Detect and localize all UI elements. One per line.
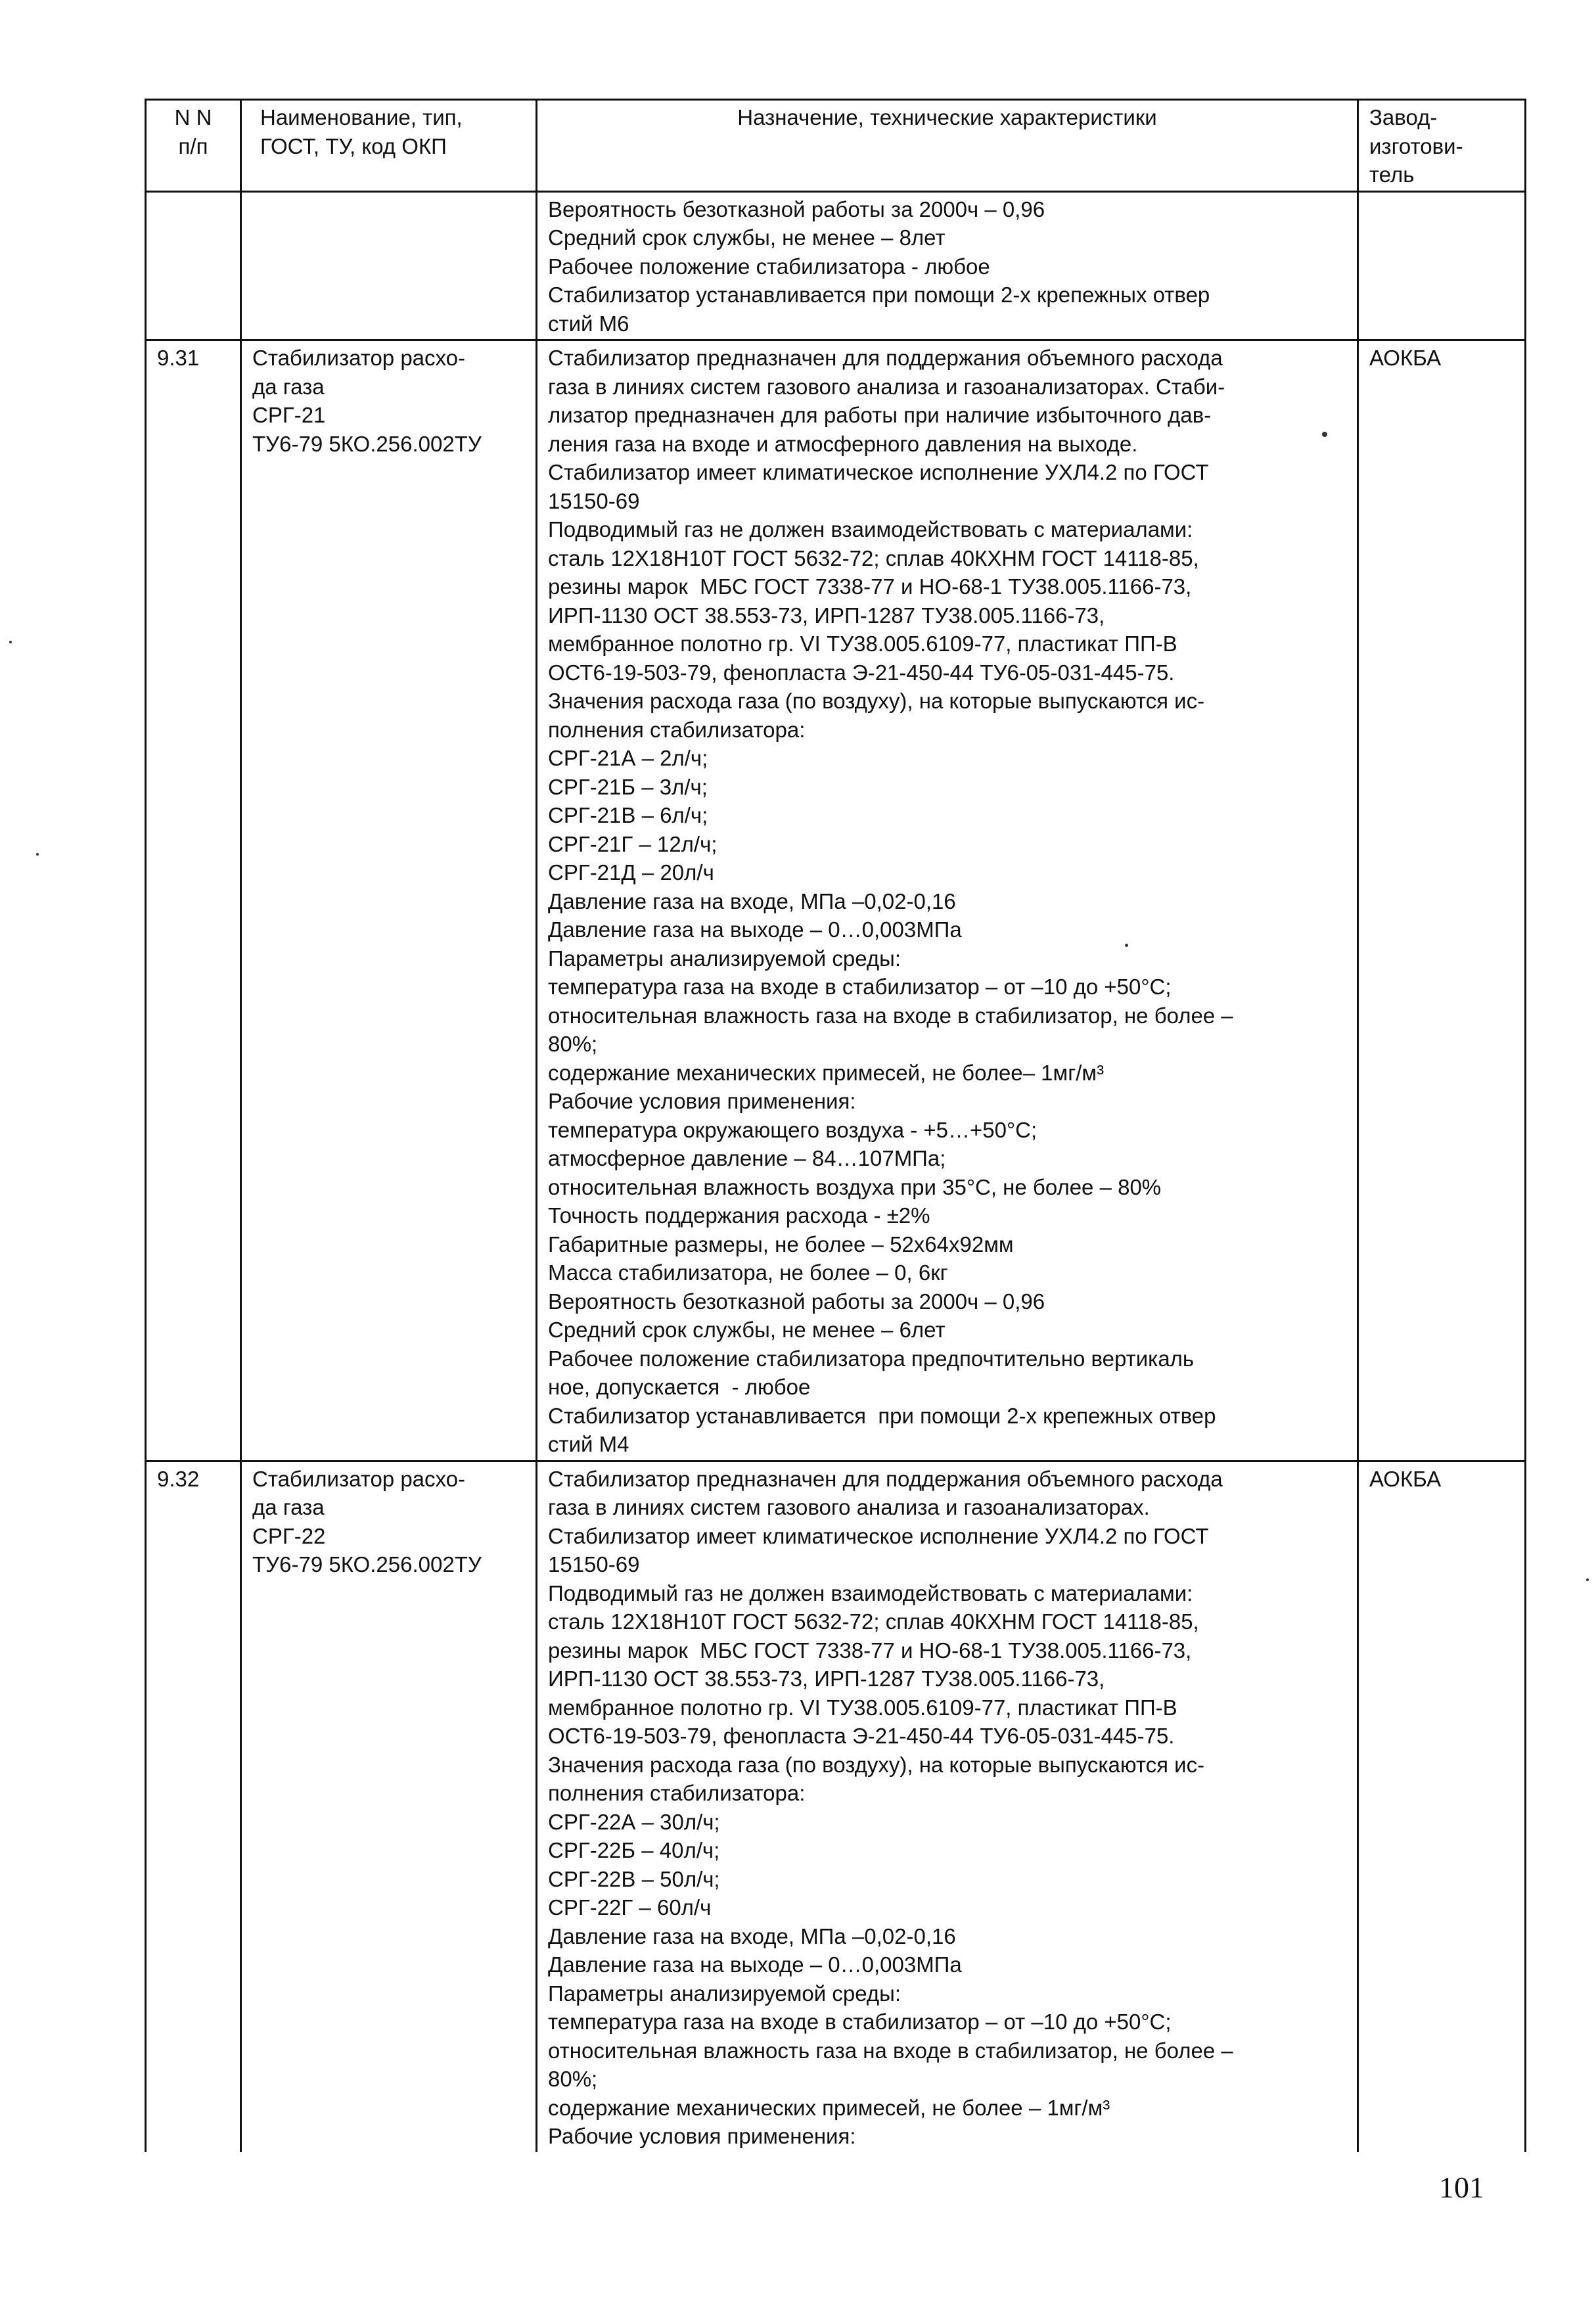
text-line: атмосферное давление – 84…107МПа; — [548, 1146, 946, 1170]
header-name-line: Наименование, тип, — [260, 105, 463, 129]
text-line: СРГ-22 — [252, 1523, 326, 1548]
cell-name — [241, 191, 537, 340]
header-name-line: ГОСТ, ТУ, код ОКП — [260, 133, 447, 158]
text-line: Стабилизатор предназначен для поддержания объемного расхода — [548, 1466, 1223, 1491]
text-line: мембранное полотно гр. VI ТУ38.005.6109-77, пластикат ПП-В — [548, 1695, 1177, 1720]
text-line: Средний срок службы, не менее – 6лет — [548, 1318, 946, 1342]
text-line: СРГ-21В – 6л/ч; — [548, 803, 708, 827]
header-description — [537, 100, 1358, 192]
text-line: Параметры анализируемой среды: — [548, 1981, 901, 2006]
cell-number — [146, 191, 241, 340]
cell-description — [537, 340, 1358, 1461]
scan-speck — [1125, 944, 1128, 947]
equipment-table — [145, 99, 1526, 2152]
text-line: СРГ-21А – 2л/ч; — [548, 746, 708, 770]
header-manufacturer — [1358, 100, 1526, 192]
text-line: Давление газа на входе, МПа –0,02-0,16 — [548, 1923, 956, 1948]
scan-speck — [1322, 432, 1327, 437]
scan-speck — [36, 853, 39, 856]
text-line: сталь 12Х18Н10Т ГОСТ 5632-72; сплав 40КХНМ ГОСТ 14118-85, — [548, 545, 1199, 570]
text-line: Стабилизатор имеет климатическое исполнение УХЛ4.2 по ГОСТ — [548, 1523, 1209, 1548]
text-line: ИРП-1130 ОСТ 38.553-73, ИРП-1287 ТУ38.005.1166-73, — [548, 603, 1105, 628]
cell-name — [241, 1461, 537, 2152]
header-number-line: п/п — [178, 133, 208, 158]
text-line: резины марок МБС ГОСТ 7338-77 и НО-68-1 ТУ38.005.1166-73, — [548, 574, 1192, 599]
header-manufacturer-line: изготови- — [1369, 133, 1463, 158]
text-line: Стабилизатор расхо- — [252, 1466, 466, 1491]
table-header-row — [146, 100, 1526, 192]
text-line: Стабилизатор устанавливается при помощи 2-х крепежных отвер — [548, 283, 1210, 307]
text-line: 15150-69 — [548, 1552, 640, 1576]
cell-manufacturer: АОКБА — [1358, 1461, 1526, 2152]
cell-description — [537, 191, 1358, 340]
text-line: Рабочие условия применения: — [548, 1089, 856, 1113]
cell-manufacturer: АОКБА — [1358, 340, 1526, 1461]
text-line: сталь 12Х18Н10Т ГОСТ 5632-72; сплав 40КХНМ ГОСТ 14118-85, — [548, 1609, 1199, 1634]
text-line: ИРП-1130 ОСТ 38.553-73, ИРП-1287 ТУ38.005.1166-73, — [548, 1667, 1105, 1691]
text-line: температура окружающего воздуха - +5…+50°С; — [548, 1117, 1037, 1142]
header-manufacturer-line: Завод- — [1369, 105, 1438, 129]
text-line: Средний срок службы, не менее – 8лет — [548, 225, 946, 250]
text-line: Давление газа на выходе – 0…0,003МПа — [548, 917, 962, 942]
text-line: 80%; — [548, 1032, 598, 1056]
text-line: СРГ-22В – 50л/ч; — [548, 1866, 720, 1891]
text-line: резины марок МБС ГОСТ 7338-77 и НО-68-1 ТУ38.005.1166-73, — [548, 1638, 1192, 1663]
text-line: СРГ-21 — [252, 403, 326, 427]
text-line: Стабилизатор расхо- — [252, 346, 466, 370]
text-line: СРГ-22Г – 60л/ч — [548, 1895, 712, 1920]
cell-manufacturer — [1358, 191, 1526, 340]
cell-name — [241, 340, 537, 1461]
text-line: содержание механических примесей, не более – 1мг/м³ — [548, 2095, 1110, 2120]
text-line: Рабочие условия применения: — [548, 2124, 856, 2148]
text-line: Подводимый газ не должен взаимодействовать с материалами: — [548, 517, 1193, 541]
text-line: содержание механических примесей, не более– 1мг/м³ — [548, 1060, 1105, 1085]
text-line: Значения расхода газа (по воздуху), на которые выпускаются ис- — [548, 1752, 1205, 1777]
text-line: ОСТ6-19-503-79, фенопласта Э-21-450-44 ТУ6-05-031-445-75. — [548, 1724, 1175, 1748]
cell-number: 9.32 — [146, 1461, 241, 2152]
text-line: СРГ-22А – 30л/ч; — [548, 1809, 720, 1834]
text-line: относительная влажность воздуха при 35°С, не более – 80% — [548, 1174, 1162, 1199]
text-line: Габаритные размеры, не более – 52х64х92мм — [548, 1231, 1014, 1256]
text-line: газа в линиях систем газового анализа и газоанализаторах. Стаби- — [548, 374, 1225, 399]
text-line: да газа — [252, 1495, 325, 1519]
table-row-9-32 — [146, 1461, 1526, 2152]
header-manufacturer-line: тель — [1369, 162, 1415, 187]
text-line: СРГ-21Б – 3л/ч; — [548, 774, 708, 799]
text-line: Значения расхода газа (по воздуху), на которые выпускаются ис- — [548, 689, 1205, 713]
text-line: ТУ6-79 5КО.256.002ТУ — [252, 431, 482, 456]
text-line: Рабочее положение стабилизатора - любое — [548, 254, 990, 279]
page-number: 101 — [1439, 2171, 1484, 2204]
cell-description — [537, 1461, 1358, 2152]
text-line: стий М4 — [548, 1432, 629, 1456]
header-number — [146, 100, 241, 192]
cell-number: 9.31 — [146, 340, 241, 1461]
text-line: 15150-69 — [548, 488, 640, 513]
text-line: Стабилизатор устанавливается при помощи 2-х крепежных отвер — [548, 1403, 1216, 1428]
text-line: да газа — [252, 374, 325, 399]
text-line: мембранное полотно гр. VI ТУ38.005.6109-77, пластикат ПП-В — [548, 632, 1177, 656]
text-line: Стабилизатор предназначен для поддержания объемного расхода — [548, 346, 1223, 370]
text-line: ное, допускается - любое — [548, 1375, 811, 1399]
text-line: Давление газа на входе, МПа –0,02-0,16 — [548, 888, 956, 913]
text-line: полнения стабилизатора: — [548, 1781, 806, 1805]
header-number-line: N N — [174, 105, 212, 129]
text-line: относительная влажность газа на входе в стабилизатор, не более – — [548, 1003, 1233, 1028]
text-line: Подводимый газ не должен взаимодействовать с материалами: — [548, 1580, 1193, 1605]
text-line: ТУ6-79 5КО.256.002ТУ — [252, 1552, 482, 1576]
scan-speck — [1586, 1578, 1589, 1581]
text-line: 80%; — [548, 2067, 598, 2091]
table-row-9-31 — [146, 340, 1526, 1461]
header-name — [241, 100, 537, 192]
table-row-continuation — [146, 191, 1526, 340]
text-line: ления газа на входе и атмосферного давления на выходе. — [548, 431, 1138, 456]
text-line: Вероятность безотказной работы за 2000ч – 0,96 — [548, 1289, 1045, 1314]
text-line: газа в линиях систем газового анализа и газоанализаторах. — [548, 1495, 1150, 1519]
text-line: лизатор предназначен для работы при наличие избыточного дав- — [548, 403, 1212, 427]
text-line: СРГ-21Г – 12л/ч; — [548, 831, 718, 856]
header-description-line: Назначение, технические характеристики — [737, 105, 1157, 129]
scan-speck — [9, 641, 12, 643]
text-line: температура газа на входе в стабилизатор – от –10 до +50°С; — [548, 2010, 1172, 2034]
text-line: Давление газа на выходе – 0…0,003МПа — [548, 1952, 962, 1977]
text-line: СРГ-21Д – 20л/ч — [548, 860, 714, 885]
text-line: СРГ-22Б – 40л/ч; — [548, 1838, 720, 1862]
text-line: относительная влажность газа на входе в стабилизатор, не более – — [548, 2038, 1233, 2063]
text-line: Вероятность безотказной работы за 2000ч – 0,96 — [548, 196, 1045, 221]
text-line: Точность поддержания расхода - ±2% — [548, 1203, 930, 1228]
text-line: Масса стабилизатора, не более – 0, 6кг — [548, 1260, 948, 1285]
text-line: Параметры анализируемой среды: — [548, 946, 901, 971]
text-line: стий М6 — [548, 311, 629, 336]
text-line: Рабочее положение стабилизатора предпочтительно вертикаль — [548, 1346, 1195, 1371]
text-line: полнения стабилизатора: — [548, 717, 806, 742]
text-line: температура газа на входе в стабилизатор – от –10 до +50°С; — [548, 975, 1172, 999]
text-line: Стабилизатор имеет климатическое исполнение УХЛ4.2 по ГОСТ — [548, 460, 1209, 484]
text-line: ОСТ6-19-503-79, фенопласта Э-21-450-44 ТУ6-05-031-445-75. — [548, 660, 1175, 685]
